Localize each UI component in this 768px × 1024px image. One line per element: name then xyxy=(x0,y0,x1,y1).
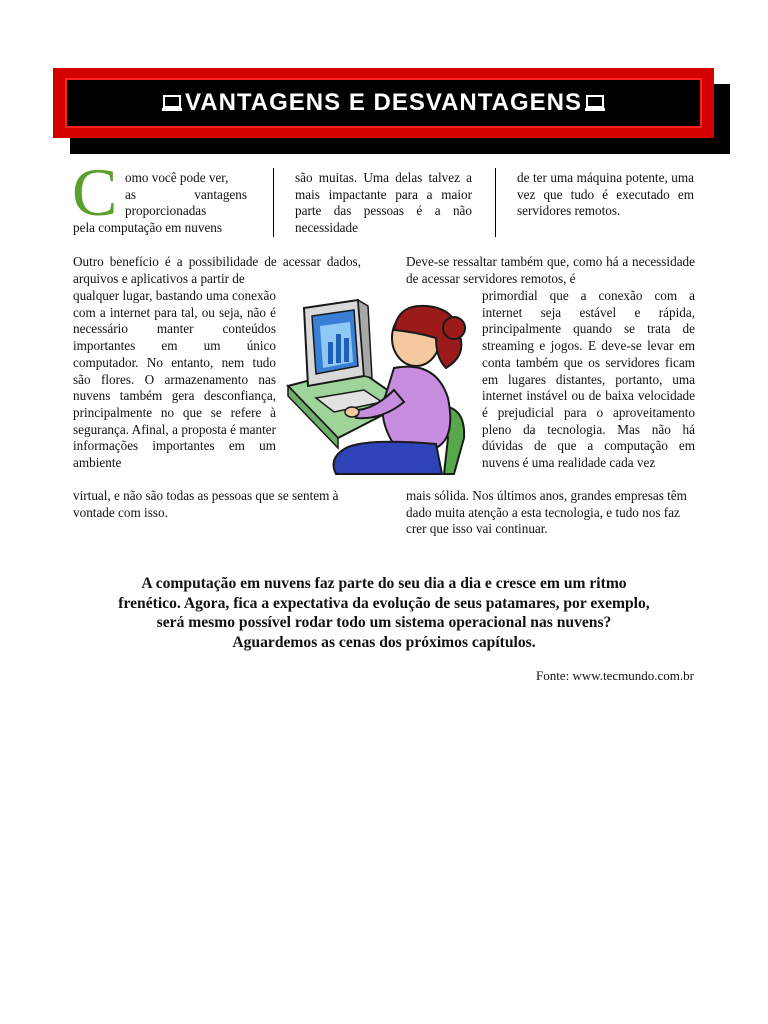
right-article-top: Deve-se ressaltar também que, como há a necessidade de acessar servidores remotos, é xyxy=(406,254,695,286)
left-article-bottom: virtual, e não são todas as pessoas que se sentem à vontade com isso. xyxy=(73,488,339,520)
page-title-text: VANTAGENS E DESVANTAGENS xyxy=(185,89,582,116)
source-credit: Fonte: www.tecmundo.com.br xyxy=(535,668,694,683)
closing-line: A computação em nuvens faz parte do seu dia a dia e cresce em um ritmo xyxy=(141,575,627,592)
closing-line: Aguardemos as cenas dos próximos capítulos. xyxy=(232,633,536,651)
right-article-beside-image: primordial que a conexão com a internet seja estável e rápida, principalmente quando se trata de streaming e jogos. E deve-se levar em conta também que os servidores ficam em lugares distantes, portanto, uma internet instável ou de baixa velocidade é prejudicial para o aproveitamento pleno da tecnologia. Mas não há dúvidas de que a computação em nuvens é uma realidade cada vez xyxy=(482,288,695,471)
left-article-top: Outro benefício é a possibilidade de acessar dados, arquivos e aplicativos a partir de xyxy=(73,254,361,286)
intro-col1-beside-cap xyxy=(125,170,250,220)
intro-col1-rest: pela computação em nuvens xyxy=(73,220,223,235)
intro-line: as vantagens xyxy=(125,186,248,202)
intro-line: omo você pode ver, xyxy=(125,170,229,185)
woman-at-computer-illustration xyxy=(286,298,472,476)
title-banner xyxy=(53,68,714,138)
title-banner-inner xyxy=(65,78,702,128)
intro-col2: são muitas. Uma delas talvez a mais impactante para a maior parte das pessoas é a não necessidade xyxy=(295,170,472,236)
right-article-bottom: mais sólida. Nos últimos anos, grandes empresas têm dado muita atenção a esta tecnologia, e tudo nos faz crer que isso vai continuar. xyxy=(406,488,687,537)
closing-line: frenético. Agora, fica a expectativa da evolução de seus patamares, por exemplo, xyxy=(118,594,650,612)
left-article-beside-image: qualquer lugar, bastando uma conexão com a internet para tal, ou seja, não é necessário manter conteúdos importantes em um único computador. No entanto, nem tudo são flores. O armazenamento nas nuvens também gera desconfiança, principalmente no que se refere à segurança. Afinal, a proposta é manter informações importantes em um ambiente xyxy=(73,288,276,471)
intro-line: proporcionadas xyxy=(125,203,207,219)
intro-col3: de ter uma máquina potente, uma vez que tudo é executado em servidores remotos. xyxy=(517,170,694,219)
page-title xyxy=(161,89,606,117)
column-divider xyxy=(273,168,274,237)
column-divider xyxy=(495,168,496,237)
closing-statement xyxy=(60,574,708,652)
closing-line: será mesmo possível rodar todo um sistema operacional nas nuvens? xyxy=(156,614,612,631)
laptop-icon xyxy=(584,93,606,113)
drop-cap: C xyxy=(72,154,118,230)
laptop-icon xyxy=(161,93,183,113)
